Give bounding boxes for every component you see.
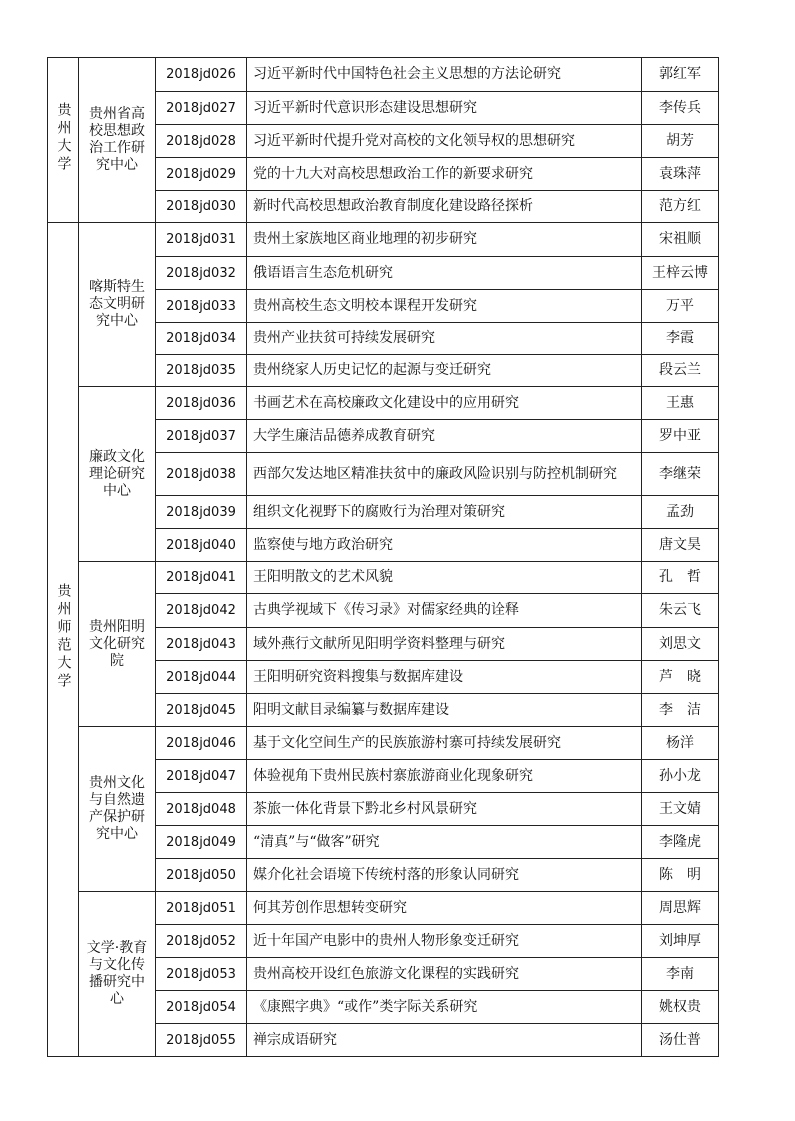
research-center-name: 廉政文化理论研究中心 [79,387,156,562]
project-code: 2018jd045 [156,694,247,727]
project-leader: 汤仕普 [642,1024,719,1057]
table-row [48,892,719,925]
research-center-name: 贵州阳明文化研究院 [79,562,156,727]
project-code: 2018jd040 [156,529,247,562]
project-title: 新时代高校思想政治教育制度化建设路径探析 [247,191,642,223]
project-title: 贵州产业扶贫可持续发展研究 [247,323,642,355]
project-code: 2018jd052 [156,925,247,958]
project-title: 何其芳创作思想转变研究 [247,892,642,925]
project-leader: 郭红军 [642,58,719,92]
project-code: 2018jd050 [156,859,247,892]
project-title: 茶旅一体化背景下黔北乡村风景研究 [247,793,642,826]
project-code: 2018jd038 [156,453,247,496]
project-leader: 陈 明 [642,859,719,892]
project-title: 媒介化社会语境下传统村落的形象认同研究 [247,859,642,892]
project-title: 贵州高校生态文明校本课程开发研究 [247,290,642,323]
project-leader: 范方红 [642,191,719,223]
project-leader: 段云兰 [642,355,719,387]
project-title: 俄语语言生态危机研究 [247,257,642,290]
table-body [48,58,719,1057]
project-leader: 李传兵 [642,92,719,125]
table-row [48,727,719,760]
project-leader: 李 洁 [642,694,719,727]
project-code: 2018jd026 [156,58,247,92]
research-center-name: 贵州文化与自然遗产保护研究中心 [79,727,156,892]
university-name: 贵州大学 [55,101,72,174]
project-code: 2018jd031 [156,223,247,257]
project-title: 域外燕行文献所见阳明学资料整理与研究 [247,628,642,661]
project-leader: 刘坤厚 [642,925,719,958]
project-code: 2018jd029 [156,158,247,191]
project-title: 习近平新时代中国特色社会主义思想的方法论研究 [247,58,642,92]
project-code: 2018jd035 [156,355,247,387]
project-leader: 宋祖顺 [642,223,719,257]
project-code: 2018jd044 [156,661,247,694]
project-code: 2018jd034 [156,323,247,355]
project-title: 贵州土家族地区商业地理的初步研究 [247,223,642,257]
project-title: “清真”与“做客”研究 [247,826,642,859]
project-title: 监察使与地方政治研究 [247,529,642,562]
project-code: 2018jd048 [156,793,247,826]
project-code: 2018jd043 [156,628,247,661]
project-title: 习近平新时代提升党对高校的文化领导权的思想研究 [247,125,642,158]
project-code: 2018jd049 [156,826,247,859]
project-leader: 孔 哲 [642,562,719,594]
project-code: 2018jd033 [156,290,247,323]
project-code: 2018jd027 [156,92,247,125]
project-title: 组织文化视野下的腐败行为治理对策研究 [247,496,642,529]
project-title: 书画艺术在高校廉政文化建设中的应用研究 [247,387,642,420]
university-cell [48,223,79,1057]
project-leader: 孙小龙 [642,760,719,793]
table-row [48,58,719,92]
project-leader: 姚权贵 [642,991,719,1024]
project-title: 习近平新时代意识形态建设思想研究 [247,92,642,125]
project-leader: 芦 晓 [642,661,719,694]
project-code: 2018jd054 [156,991,247,1024]
project-title: 古典学视域下《传习录》对儒家经典的诠释 [247,594,642,628]
project-code: 2018jd028 [156,125,247,158]
project-leader: 杨洋 [642,727,719,760]
project-title: 大学生廉洁品德养成教育研究 [247,420,642,453]
project-leader: 孟劲 [642,496,719,529]
project-title: 西部欠发达地区精准扶贫中的廉政风险识别与防控机制研究 [247,453,642,496]
project-leader: 万平 [642,290,719,323]
project-leader: 袁珠萍 [642,158,719,191]
project-code: 2018jd055 [156,1024,247,1057]
project-title: 王阳明研究资料搜集与数据库建设 [247,661,642,694]
research-center-name: 文学·教育与文化传播研究中心 [79,892,156,1057]
project-leader: 李南 [642,958,719,991]
project-leader: 王梓云博 [642,257,719,290]
project-title: 党的十九大对高校思想政治工作的新要求研究 [247,158,642,191]
project-code: 2018jd046 [156,727,247,760]
project-leader: 王文婧 [642,793,719,826]
project-leader: 朱云飞 [642,594,719,628]
university-name: 贵州师范大学 [55,583,72,691]
project-title: 禅宗成语研究 [247,1024,642,1057]
project-title: 王阳明散文的艺术风貌 [247,562,642,594]
project-code: 2018jd047 [156,760,247,793]
project-code: 2018jd037 [156,420,247,453]
table-row [48,387,719,420]
project-leader: 周思辉 [642,892,719,925]
project-code: 2018jd041 [156,562,247,594]
project-code: 2018jd032 [156,257,247,290]
project-title: 近十年国产电影中的贵州人物形象变迁研究 [247,925,642,958]
project-leader: 刘思文 [642,628,719,661]
project-leader: 胡芳 [642,125,719,158]
project-code: 2018jd039 [156,496,247,529]
project-title: 贵州绕家人历史记忆的起源与变迁研究 [247,355,642,387]
project-title: 体验视角下贵州民族村寨旅游商业化现象研究 [247,760,642,793]
project-title: 阳明文献目录编纂与数据库建设 [247,694,642,727]
table-row [48,223,719,257]
research-center-name: 贵州省高校思想政治工作研究中心 [79,58,156,223]
university-cell [48,58,79,223]
project-leader: 李霞 [642,323,719,355]
table-row [48,562,719,594]
project-code: 2018jd053 [156,958,247,991]
project-title: 贵州高校开设红色旅游文化课程的实践研究 [247,958,642,991]
project-leader: 李继荣 [642,453,719,496]
research-center-name: 喀斯特生态文明研究中心 [79,223,156,387]
project-table [47,57,719,1057]
project-title: 基于文化空间生产的民族旅游村寨可持续发展研究 [247,727,642,760]
project-code: 2018jd036 [156,387,247,420]
project-code: 2018jd051 [156,892,247,925]
project-leader: 李隆虎 [642,826,719,859]
project-leader: 罗中亚 [642,420,719,453]
project-code: 2018jd030 [156,191,247,223]
project-leader: 唐文昊 [642,529,719,562]
project-title: 《康熙字典》“或作”类字际关系研究 [247,991,642,1024]
project-leader: 王惠 [642,387,719,420]
project-code: 2018jd042 [156,594,247,628]
